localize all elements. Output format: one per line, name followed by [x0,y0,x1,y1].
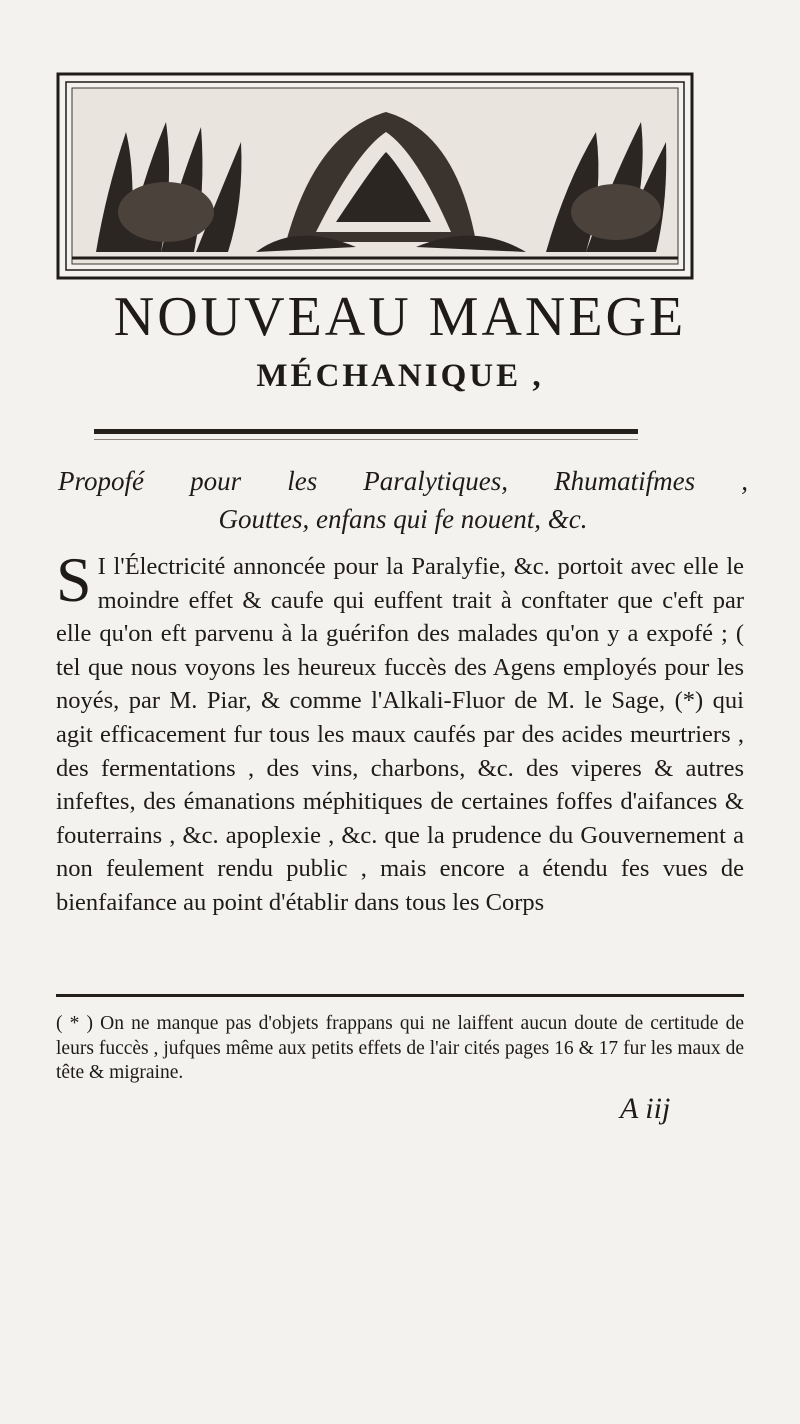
body-paragraph [56,544,744,920]
page-title: NOUVEAU MANEGE [113,286,687,348]
drop-cap: S [56,544,92,615]
ornamental-header-band [56,72,694,280]
subtitle-line-2: Gouttes, enfans qui fe nouent, &c. [218,504,588,534]
body-text: I l'Électricité annoncée pour la Paralyfie, &c. portoit avec elle le moindre effet & caufe qui euffent trait à conftater que c'eft par elle qu'on eft parvenu à la guérifon des malades qu'on y a expofé ; ( tel que nous voyons les heureux fuccès des Agens employés pour les noyés, par M. Piar, & comme l'Alkali-Fluor de M. le Sage, (*) qui agit efficacement fur tous les maux caufés par des acides meurtriers , des fermentations , des vins, charbons, &c. des viperes & autres infeftes, des émanations méphitiques de certaines foffes d'aifances & fouterrains , &c. apoplexie , &c. que la prudence du Gouvernement a non feulement rendu public , mais encore a étendu fes vues de bienfaifance au point d'établir dans tous les Corps [56,553,744,916]
header-divider [94,429,638,434]
ornament-illustration [56,72,694,280]
signature-mark: A iij [620,1092,671,1125]
page-subtitle-heading: MÉCHANIQUE , [256,358,544,394]
subtitle-line-1: Propofé pour les Paralytiques, Rhumatifmes , [58,466,748,496]
footnote-divider [56,994,744,997]
footnote: ( * ) On ne manque pas d'objets frappans qui ne laiffent aucun doute de certitude de leurs fuccès , jufques même aux petits effets de l'air cités pages 16 & 17 fur les maux de tête & migraine. [56,1013,744,1083]
